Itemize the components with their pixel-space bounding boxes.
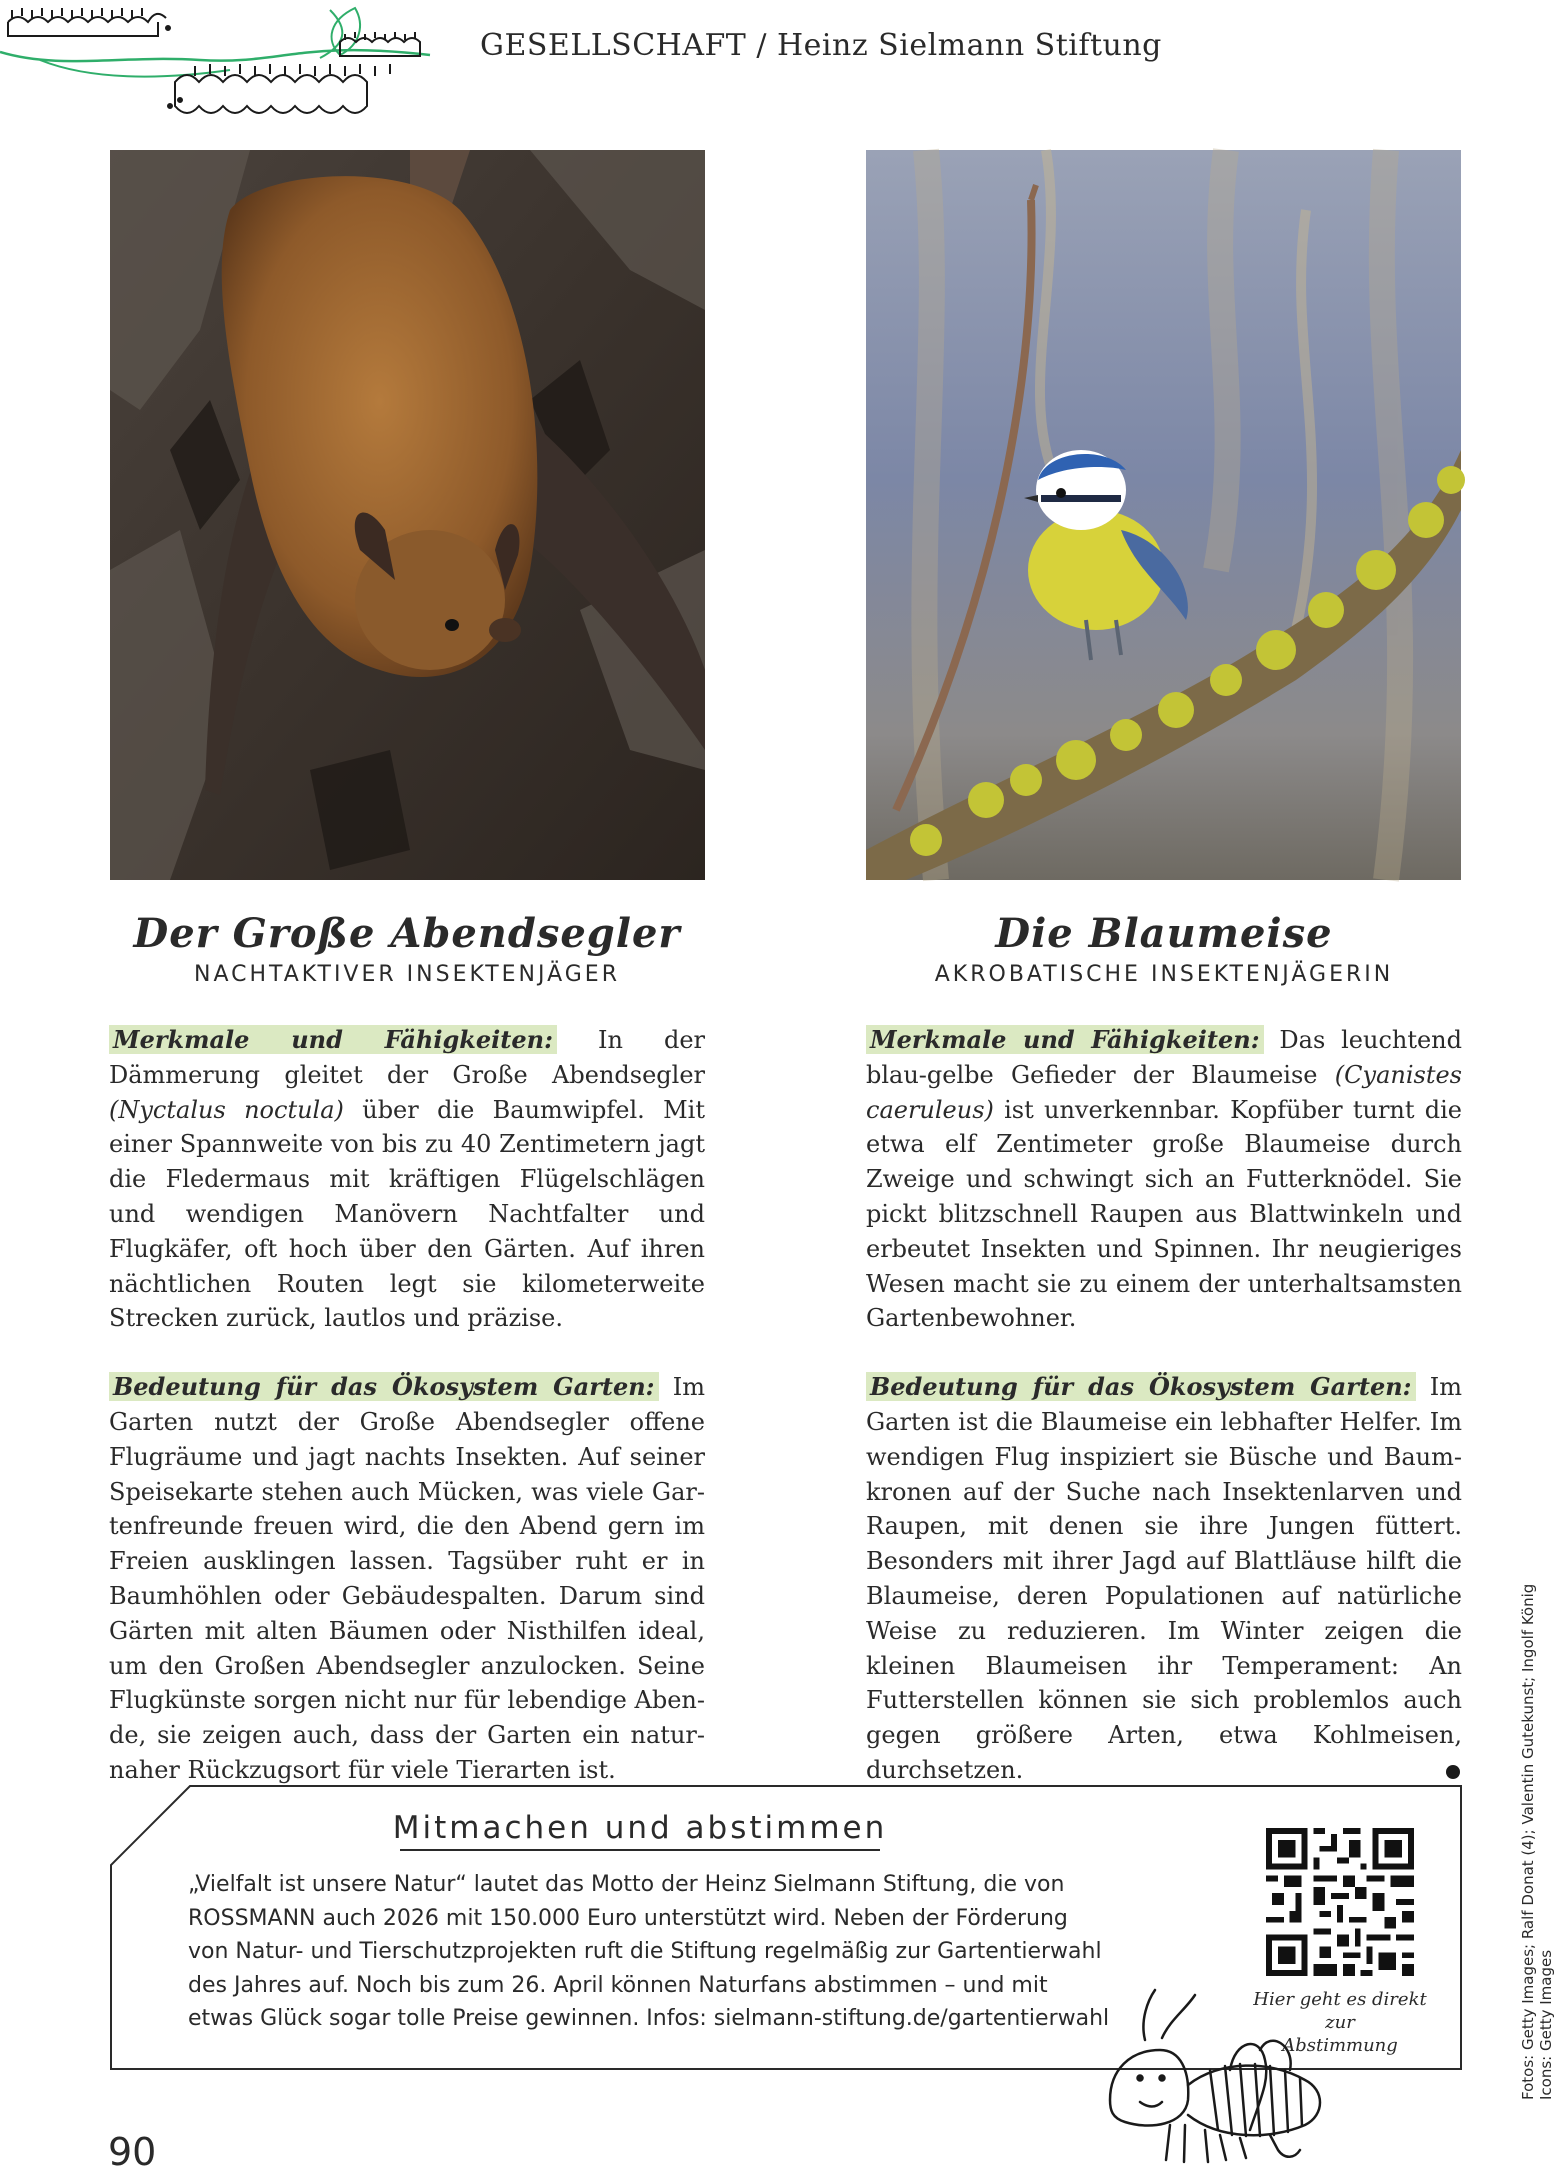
bat-subtitle: NACHTAKTIVER INSEKTENJÄGER bbox=[193, 962, 620, 987]
bat-features-label: Merkmale und Fähigkeiten: bbox=[109, 1025, 557, 1054]
bat-ecosystem-label: Bedeutung für das Ökosystem Garten: bbox=[109, 1372, 659, 1401]
blue-tit-title: Die Blaumeise bbox=[995, 910, 1333, 957]
icon-credits-line: Icons: Getty Images bbox=[1537, 1949, 1555, 2100]
photo-credits bbox=[1519, 1560, 1555, 2100]
caterpillar-illustration-icon bbox=[0, 0, 460, 130]
bat-features-paragraph bbox=[109, 1023, 705, 1336]
info-box-line: des Jahres auf. Noch bis zum 26. April können Naturfans abstimmen – und mit bbox=[188, 1972, 1048, 1998]
blue-tit-subtitle: AKROBATISCHE INSEKTENJÄGERIN bbox=[934, 962, 1394, 987]
bat-photo bbox=[110, 150, 705, 880]
blue-tit-photo bbox=[866, 150, 1461, 880]
info-box-line: von Natur- und Tierschutzprojekten ruft die Stiftung regelmäßig zur Gartentierwahl bbox=[188, 1939, 1102, 1964]
info-box-text bbox=[188, 1868, 1128, 2036]
bat-features-text-a: In der Dämmerung gleitet der Große Abendsegler bbox=[109, 1026, 705, 1089]
end-mark-icon bbox=[1446, 1765, 1460, 1779]
blue-tit-features-text-b: ist unverkennbar. Kopfüber turnt die etwa elf Zentimeter große Blaumeise durch Zweige und schwingt sich an Futterknödel. Sie pickt blitzschnell Raupen aus Blattwinkeln und erbeutet Insekten und Spinnen. Ihr neugieriges Wesen macht sie zu einem der unterhaltsamsten Gartenbewohner. bbox=[866, 1095, 1462, 1333]
blue-tit-ecosystem-paragraph bbox=[866, 1370, 1462, 1788]
info-box-line: ROSSMANN auch 2026 mit 150.000 Euro unterstützt wird. Neben der Förderung bbox=[188, 1905, 1068, 1931]
section-header: GESELLSCHAFT / Heinz Sielmann Stiftung bbox=[480, 28, 1162, 63]
bat-ecosystem-text: Im Garten nutzt der Große Abendsegler offene Flugräume und jagt nachts Insekten. Auf seiner Speisekarte stehen auch Mücken, was viele Gartenfreunde freuen wird, die den Abend gern im Freien ausklingen lassen. Tagsüber ruht er in Baumhöhlen oder Gebäudespalten. Darum sind Gärten mit alten Bäumen oder Nisthilfen ideal, um den Großen Abendsegler anzulocken. Seine Flugkünste sorgen nicht nur für lebendige Abende, sie zeigen auch, dass der Garten ein naturnaher Rückzugsort für viele Tierarten ist. bbox=[109, 1373, 705, 1784]
page-number: 90 bbox=[108, 2130, 157, 2174]
qr-code-icon[interactable] bbox=[1266, 1828, 1414, 1976]
blue-tit-features-paragraph bbox=[866, 1023, 1462, 1336]
bat-title: Der Große Abendsegler bbox=[133, 910, 681, 957]
bat-latin-name: (Nyctalus noctula) bbox=[109, 1095, 344, 1124]
info-box-title-underline bbox=[400, 1849, 880, 1851]
qr-caption-line: Hier geht es direkt zur bbox=[1253, 1989, 1427, 2033]
info-box-line: „Vielfalt ist unsere Natur“ lautet das Motto der Heinz Sielmann Stiftung, die von bbox=[188, 1872, 1065, 1897]
qr-caption-line: Abstimmung bbox=[1282, 2035, 1398, 2056]
info-box-title: Mitmachen und abstimmen bbox=[392, 1810, 888, 1846]
blue-tit-features-text-a: Das leuchtend blau-gelbe Gefieder der Blaumeise bbox=[866, 1026, 1463, 1089]
grasshopper-icon bbox=[1100, 1990, 1330, 2165]
blue-tit-article bbox=[866, 910, 1462, 1788]
bat-ecosystem-paragraph bbox=[109, 1370, 705, 1788]
bat-features-text-b: über die Baumwipfel. Mit einer Spannweite von bis zu 40 Zentimetern jagt die Fledermaus mit kräftigen Flügelschlägen und wendigen Manövern Nachtfalter und Flugkäfer, oft hoch über den Gärten. Auf ihren nächtlichen Routen legt sie kilometerweite Strecken zurück, lautlos und präzise. bbox=[109, 1095, 705, 1333]
blue-tit-features-label: Merkmale und Fähigkeiten: bbox=[866, 1025, 1264, 1054]
info-box-line: etwas Glück sogar tolle Preise gewinnen. Infos: sielmann-stiftung.de/gartentierwahl bbox=[188, 2006, 1110, 2031]
bat-article bbox=[109, 910, 705, 1788]
blue-tit-latin-name: (Cyanistes caeruleus) bbox=[866, 1060, 1462, 1124]
blue-tit-ecosystem-text: Im Garten ist die Blaumeise ein lebhafter Helfer. Im wendigen Flug inspiziert sie Büsche und Baumkronen auf der Suche nach Insektenlarven und Raupen, mit denen sie ihre Jungen füttert. Besonders mit ihrer Jagd auf Blattläuse hilft die Blaumeise, deren Populationen auf natürliche Weise zu reduzieren. Im Winter zeigen die kleinen Blaumeisen ihr Temperament: An Futterstellen können sie sich problemlos auch gegen größere Arten, etwa Kohlmeisen, durchsetzen. bbox=[866, 1373, 1462, 1784]
blue-tit-ecosystem-label: Bedeutung für das Ökosystem Garten: bbox=[866, 1372, 1416, 1401]
photo-credits-line: Fotos: Getty Images; Ralf Donat (4); Valentin Gutekunst; Ingolf König bbox=[1519, 1583, 1537, 2100]
